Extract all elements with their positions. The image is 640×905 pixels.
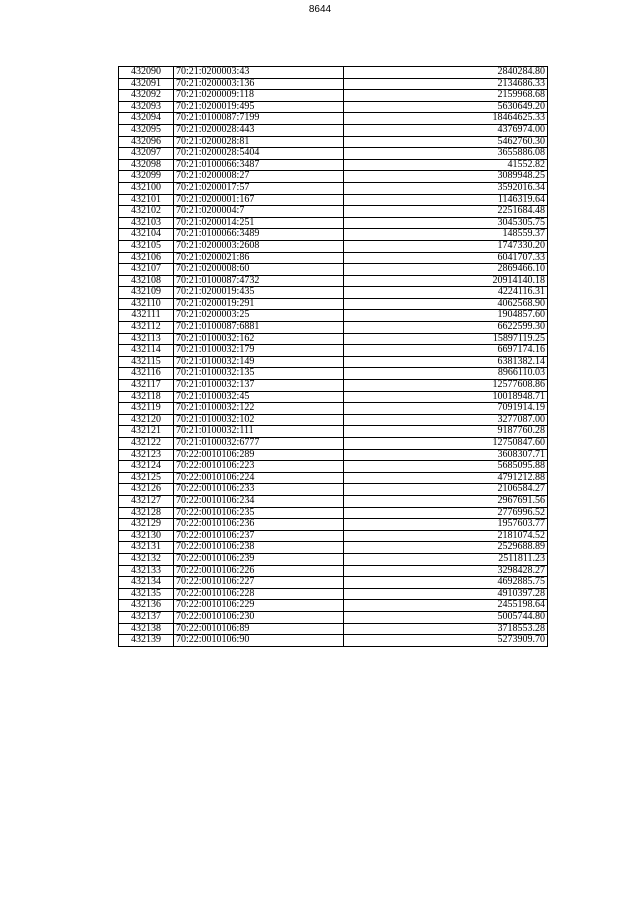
row-number-cell: 432098 <box>119 159 174 171</box>
cadastral-value-cell: 15897119.25 <box>344 333 548 345</box>
cadastral-number-cell: 70:22:0010106:226 <box>174 565 344 577</box>
cadastral-number-cell: 70:21:0100032:135 <box>174 368 344 380</box>
row-number-cell: 432107 <box>119 264 174 276</box>
row-number-cell: 432110 <box>119 298 174 310</box>
cadastral-value-cell: 9187760.28 <box>344 426 548 438</box>
table-row <box>119 438 548 450</box>
row-number-cell: 432121 <box>119 426 174 438</box>
row-number-cell: 432099 <box>119 171 174 183</box>
table-row <box>119 333 548 345</box>
cadastral-value-cell: 4791212.88 <box>344 472 548 484</box>
table-row <box>119 484 548 496</box>
table-row <box>119 101 548 113</box>
table-row <box>119 298 548 310</box>
row-number-cell: 432104 <box>119 229 174 241</box>
row-number-cell: 432138 <box>119 623 174 635</box>
cadastral-value-cell: 20914140.18 <box>344 275 548 287</box>
table-row <box>119 565 548 577</box>
cadastral-value-cell: 2106584.27 <box>344 484 548 496</box>
table-row <box>119 171 548 183</box>
row-number-cell: 432097 <box>119 148 174 160</box>
cadastral-number-cell: 70:21:0100032:137 <box>174 380 344 392</box>
cadastral-number-cell: 70:22:0010106:224 <box>174 472 344 484</box>
cadastral-value-cell: 2455198.64 <box>344 600 548 612</box>
cadastral-number-cell: 70:22:0010106:227 <box>174 577 344 589</box>
cadastral-number-cell: 70:21:0200028:81 <box>174 136 344 148</box>
cadastral-number-cell: 70:21:0200021:86 <box>174 252 344 264</box>
cadastral-number-cell: 70:22:0010106:90 <box>174 635 344 647</box>
cadastral-value-cell: 4062568.90 <box>344 298 548 310</box>
row-number-cell: 432108 <box>119 275 174 287</box>
row-number-cell: 432129 <box>119 519 174 531</box>
cadastral-number-cell: 70:22:0010106:233 <box>174 484 344 496</box>
cadastral-number-cell: 70:21:0100032:6777 <box>174 438 344 450</box>
table-row <box>119 78 548 90</box>
row-number-cell: 432134 <box>119 577 174 589</box>
row-number-cell: 432127 <box>119 495 174 507</box>
cadastral-value-cell: 12577608.86 <box>344 380 548 392</box>
cadastral-value-cell: 4224116.31 <box>344 287 548 299</box>
table-row <box>119 90 548 102</box>
row-number-cell: 432094 <box>119 113 174 125</box>
cadastral-value-cell: 3045305.75 <box>344 217 548 229</box>
table-body <box>119 67 548 647</box>
cadastral-number-cell: 70:21:0200009:118 <box>174 90 344 102</box>
row-number-cell: 432100 <box>119 182 174 194</box>
table-row <box>119 322 548 334</box>
cadastral-value-cell: 5462760.30 <box>344 136 548 148</box>
row-number-cell: 432123 <box>119 449 174 461</box>
row-number-cell: 432120 <box>119 414 174 426</box>
cadastral-value-cell: 3277087.00 <box>344 414 548 426</box>
table-row <box>119 623 548 635</box>
cadastral-number-cell: 70:21:0200028:5404 <box>174 148 344 160</box>
cadastral-value-cell: 2869466.10 <box>344 264 548 276</box>
table-row <box>119 287 548 299</box>
table-row <box>119 403 548 415</box>
row-number-cell: 432105 <box>119 240 174 252</box>
table-row <box>119 472 548 484</box>
table-row <box>119 588 548 600</box>
cadastral-number-cell: 70:21:0100032:179 <box>174 345 344 357</box>
cadastral-number-cell: 70:22:0010106:234 <box>174 495 344 507</box>
cadastral-number-cell: 70:22:0010106:235 <box>174 507 344 519</box>
cadastral-value-table <box>118 66 548 647</box>
cadastral-value-cell: 6622599.30 <box>344 322 548 334</box>
cadastral-value-cell: 2776996.52 <box>344 507 548 519</box>
cadastral-value-cell: 3592016.34 <box>344 182 548 194</box>
cadastral-value-cell: 3718553.28 <box>344 623 548 635</box>
cadastral-number-cell: 70:21:0100032:162 <box>174 333 344 345</box>
row-number-cell: 432114 <box>119 345 174 357</box>
cadastral-number-cell: 70:21:0200014:251 <box>174 217 344 229</box>
row-number-cell: 432116 <box>119 368 174 380</box>
table-row <box>119 217 548 229</box>
cadastral-number-cell: 70:21:0200004:7 <box>174 206 344 218</box>
cadastral-value-cell: 4910397.28 <box>344 588 548 600</box>
table-row <box>119 240 548 252</box>
table-row <box>119 182 548 194</box>
row-number-cell: 432133 <box>119 565 174 577</box>
cadastral-number-cell: 70:21:0100087:7199 <box>174 113 344 125</box>
cadastral-number-cell: 70:21:0200003:136 <box>174 78 344 90</box>
cadastral-number-cell: 70:21:0200019:291 <box>174 298 344 310</box>
cadastral-value-cell: 5273909.70 <box>344 635 548 647</box>
cadastral-number-cell: 70:22:0010106:289 <box>174 449 344 461</box>
row-number-cell: 432117 <box>119 380 174 392</box>
table-row <box>119 159 548 171</box>
table-row <box>119 519 548 531</box>
row-number-cell: 432139 <box>119 635 174 647</box>
cadastral-value-cell: 6697174.16 <box>344 345 548 357</box>
row-number-cell: 432115 <box>119 356 174 368</box>
cadastral-number-cell: 70:22:0010106:238 <box>174 542 344 554</box>
cadastral-number-cell: 70:21:0200001:167 <box>174 194 344 206</box>
cadastral-number-cell: 70:21:0200028:443 <box>174 124 344 136</box>
table-row <box>119 264 548 276</box>
cadastral-value-cell: 2251684.48 <box>344 206 548 218</box>
cadastral-value-cell: 2511811.23 <box>344 553 548 565</box>
cadastral-value-cell: 4376974.00 <box>344 124 548 136</box>
table-row <box>119 252 548 264</box>
cadastral-value-cell: 148559.37 <box>344 229 548 241</box>
table-row <box>119 507 548 519</box>
row-number-cell: 432132 <box>119 553 174 565</box>
row-number-cell: 432112 <box>119 322 174 334</box>
cadastral-value-cell: 6381382.14 <box>344 356 548 368</box>
cadastral-number-cell: 70:21:0100032:111 <box>174 426 344 438</box>
row-number-cell: 432106 <box>119 252 174 264</box>
cadastral-number-cell: 70:21:0100032:102 <box>174 414 344 426</box>
table-row <box>119 380 548 392</box>
row-number-cell: 432131 <box>119 542 174 554</box>
row-number-cell: 432136 <box>119 600 174 612</box>
row-number-cell: 432126 <box>119 484 174 496</box>
table-row <box>119 391 548 403</box>
table-row <box>119 275 548 287</box>
cadastral-number-cell: 70:21:0100087:6881 <box>174 322 344 334</box>
cadastral-number-cell: 70:21:0100066:3487 <box>174 159 344 171</box>
table-row <box>119 310 548 322</box>
cadastral-value-cell: 4692885.75 <box>344 577 548 589</box>
table-row <box>119 461 548 473</box>
table-row <box>119 136 548 148</box>
table-row <box>119 194 548 206</box>
cadastral-number-cell: 70:22:0010106:228 <box>174 588 344 600</box>
table-row <box>119 345 548 357</box>
table-row <box>119 356 548 368</box>
cadastral-number-cell: 70:21:0100066:3489 <box>174 229 344 241</box>
cadastral-number-cell: 70:21:0200003:2608 <box>174 240 344 252</box>
row-number-cell: 432090 <box>119 67 174 79</box>
table-row <box>119 635 548 647</box>
cadastral-value-cell: 5685095.88 <box>344 461 548 473</box>
cadastral-value-cell: 2840284.80 <box>344 67 548 79</box>
cadastral-value-cell: 3608307.71 <box>344 449 548 461</box>
row-number-cell: 432113 <box>119 333 174 345</box>
cadastral-value-cell: 1957603.77 <box>344 519 548 531</box>
cadastral-value-cell: 41552.82 <box>344 159 548 171</box>
cadastral-value-cell: 5630649.20 <box>344 101 548 113</box>
table-row <box>119 67 548 79</box>
cadastral-value-cell: 10018948.71 <box>344 391 548 403</box>
cadastral-value-cell: 7091914.19 <box>344 403 548 415</box>
cadastral-number-cell: 70:21:0200008:60 <box>174 264 344 276</box>
table-row <box>119 414 548 426</box>
cadastral-value-cell: 2529688.89 <box>344 542 548 554</box>
table-row <box>119 229 548 241</box>
row-number-cell: 432109 <box>119 287 174 299</box>
row-number-cell: 432101 <box>119 194 174 206</box>
cadastral-number-cell: 70:22:0010106:89 <box>174 623 344 635</box>
row-number-cell: 432128 <box>119 507 174 519</box>
row-number-cell: 432125 <box>119 472 174 484</box>
row-number-cell: 432118 <box>119 391 174 403</box>
cadastral-value-cell: 5005744.80 <box>344 611 548 623</box>
cadastral-number-cell: 70:21:0200003:43 <box>174 67 344 79</box>
row-number-cell: 432122 <box>119 438 174 450</box>
cadastral-number-cell: 70:22:0010106:237 <box>174 530 344 542</box>
table-row <box>119 530 548 542</box>
table-row <box>119 113 548 125</box>
table-row <box>119 495 548 507</box>
row-number-cell: 432102 <box>119 206 174 218</box>
cadastral-number-cell: 70:22:0010106:229 <box>174 600 344 612</box>
cadastral-number-cell: 70:21:0200019:495 <box>174 101 344 113</box>
row-number-cell: 432137 <box>119 611 174 623</box>
cadastral-value-cell: 3298428.27 <box>344 565 548 577</box>
page-number: 8644 <box>308 4 332 15</box>
cadastral-number-cell: 70:22:0010106:236 <box>174 519 344 531</box>
row-number-cell: 432111 <box>119 310 174 322</box>
cadastral-value-cell: 18464625.33 <box>344 113 548 125</box>
row-number-cell: 432093 <box>119 101 174 113</box>
row-number-cell: 432124 <box>119 461 174 473</box>
cadastral-number-cell: 70:21:0200019:435 <box>174 287 344 299</box>
cadastral-value-cell: 1904857.60 <box>344 310 548 322</box>
cadastral-value-cell: 12750847.60 <box>344 438 548 450</box>
cadastral-value-cell: 1747330.20 <box>344 240 548 252</box>
table-row <box>119 577 548 589</box>
cadastral-value-cell: 2967691.56 <box>344 495 548 507</box>
row-number-cell: 432103 <box>119 217 174 229</box>
cadastral-number-cell: 70:21:0100032:149 <box>174 356 344 368</box>
row-number-cell: 432092 <box>119 90 174 102</box>
table-row <box>119 611 548 623</box>
cadastral-value-cell: 2181074.52 <box>344 530 548 542</box>
cadastral-value-cell: 3089948.25 <box>344 171 548 183</box>
table-row <box>119 553 548 565</box>
cadastral-value-cell: 2159968.68 <box>344 90 548 102</box>
row-number-cell: 432119 <box>119 403 174 415</box>
cadastral-value-cell: 1146319.64 <box>344 194 548 206</box>
cadastral-number-cell: 70:21:0100032:45 <box>174 391 344 403</box>
cadastral-number-cell: 70:21:0200017:57 <box>174 182 344 194</box>
table-row <box>119 148 548 160</box>
table-row <box>119 449 548 461</box>
cadastral-number-cell: 70:22:0010106:230 <box>174 611 344 623</box>
table-row <box>119 426 548 438</box>
cadastral-value-cell: 3655886.08 <box>344 148 548 160</box>
cadastral-number-cell: 70:21:0200003:25 <box>174 310 344 322</box>
cadastral-value-cell: 2134686.33 <box>344 78 548 90</box>
table-row <box>119 368 548 380</box>
row-number-cell: 432135 <box>119 588 174 600</box>
cadastral-number-cell: 70:21:0100032:122 <box>174 403 344 415</box>
table-row <box>119 206 548 218</box>
row-number-cell: 432096 <box>119 136 174 148</box>
cadastral-number-cell: 70:22:0010106:223 <box>174 461 344 473</box>
cadastral-number-cell: 70:21:0100087:4732 <box>174 275 344 287</box>
table-row <box>119 542 548 554</box>
row-number-cell: 432095 <box>119 124 174 136</box>
table-row <box>119 600 548 612</box>
cadastral-value-cell: 8966110.03 <box>344 368 548 380</box>
table-row <box>119 124 548 136</box>
row-number-cell: 432091 <box>119 78 174 90</box>
cadastral-number-cell: 70:21:0200008:27 <box>174 171 344 183</box>
cadastral-value-cell: 6041707.33 <box>344 252 548 264</box>
cadastral-number-cell: 70:22:0010106:239 <box>174 553 344 565</box>
row-number-cell: 432130 <box>119 530 174 542</box>
